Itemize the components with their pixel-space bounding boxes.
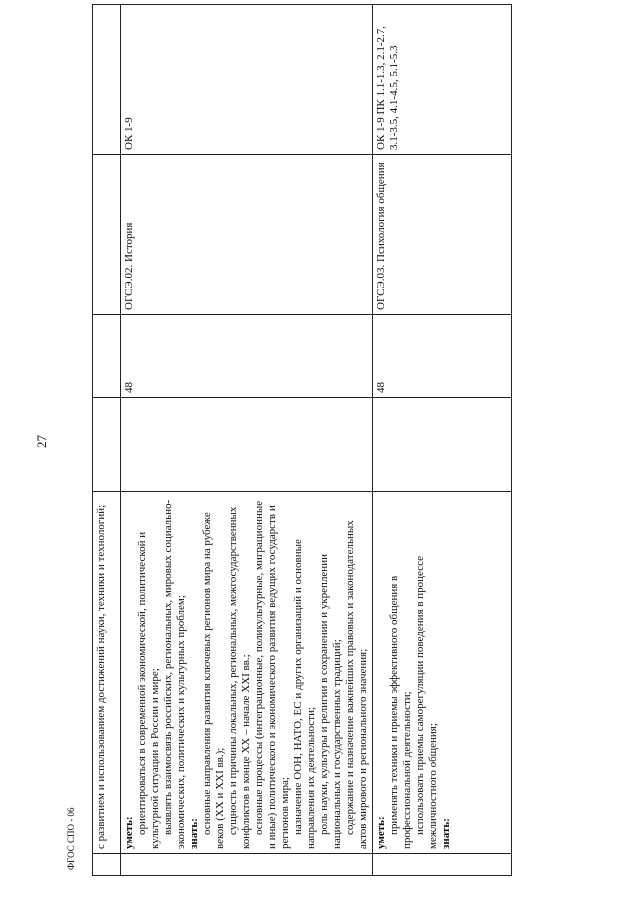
competencies-cell <box>93 5 121 155</box>
page-number: 27 <box>34 435 49 448</box>
hours-cell <box>93 315 121 398</box>
table-row <box>121 5 373 876</box>
index-cell <box>121 854 373 876</box>
hours-cell: 48 <box>373 315 512 398</box>
footer-code: ФГОС СПО - 06 <box>66 807 76 870</box>
table-row <box>93 5 121 876</box>
index-cell <box>373 854 512 876</box>
discipline-cell <box>93 155 121 315</box>
requirements-cell: уметь: применять техники и приемы эффективного общения в профессиональной деятельности; использовать приемы саморегуляции поведения в процессе межличностного общения; знать: <box>373 492 512 854</box>
max-load-cell <box>121 398 373 492</box>
hours-cell: 48 <box>121 315 373 398</box>
discipline-cell: ОГСЭ.03. Психология общения <box>373 155 512 315</box>
max-load-cell <box>93 398 121 492</box>
competencies-cell: ОК 1-9 ПК 1.1-1.3, 2.1-2.7, 3.1-3.5, 4.1-4.5, 5.1-5.3 <box>373 5 512 155</box>
table-row <box>373 5 512 876</box>
curriculum-table <box>92 4 512 876</box>
index-cell <box>93 854 121 876</box>
requirements-cell: уметь: ориентироваться в современной экономической, политической и культурной ситуации в России и мире; выявлять взаимосвязь российских, региональных, мировых социально-экономических, политических и культурных проблем; знать: основные направления развития ключевых регионов мира на рубеже веков (XX и XXI вв.); сущность и причины локальных, региональных, межгосударственных конфликтов в конце XX – начале XXI вв.; основные процессы (интеграционные, поликультурные, миграционные и иные) политического и экономического развития ведущих государств и регионов мира; назначение ООН, НАТО, ЕС и других организаций и основные направления их деятельности; роль науки, культуры и религии в сохранении и укреплении национальных и государственных традиций; содержание и назначение важнейших правовых и законодательных актов мирового и регионального значения; <box>121 492 373 854</box>
discipline-cell: ОГСЭ.02. История <box>121 155 373 315</box>
requirements-cell: с развитием и использованием достижений науки, техники и технологий; <box>93 492 121 854</box>
max-load-cell <box>373 398 512 492</box>
rotated-table-container <box>92 4 512 876</box>
competencies-cell: ОК 1-9 <box>121 5 373 155</box>
